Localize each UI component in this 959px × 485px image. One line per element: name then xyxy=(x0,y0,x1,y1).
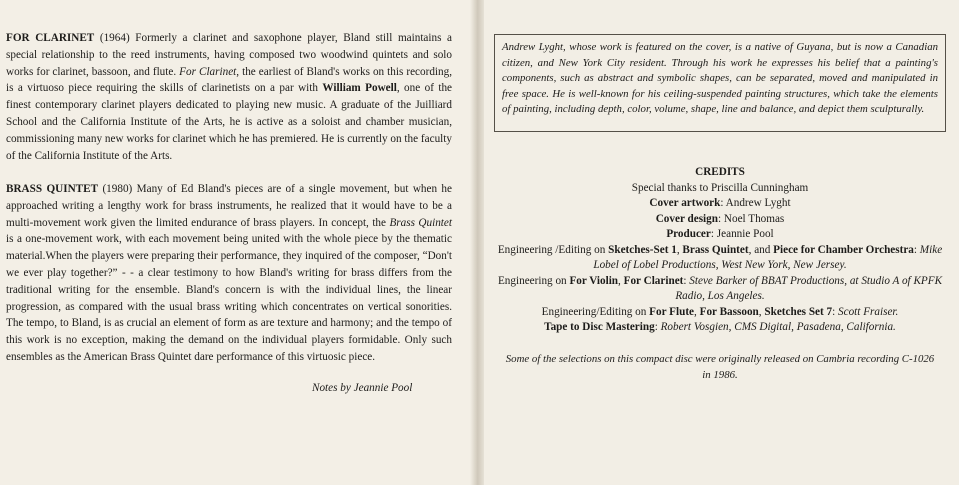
credit-label: Cover artwork xyxy=(649,197,721,209)
brass-text-1: (1980) Many of Ed Bland's pieces are of a single movement, but when he approached writing a lengthy work for brass instruments, he realized that it would have to be a multi-movement work given the limited endurance of brass players. In concept, the xyxy=(6,183,452,229)
credit-text: , xyxy=(676,243,683,256)
credits-heading: CREDITS xyxy=(695,166,745,178)
credit-text: Engineering/Editing on xyxy=(541,305,650,318)
brass-paragraph xyxy=(6,181,452,366)
credit-producer xyxy=(492,227,948,243)
credit-value: : Andrew Lyght xyxy=(720,197,791,209)
cover-artist-note: Andrew Lyght, whose work is featured on the cover, is a native of Guyana, but is now a Canadian citizen, and New York City resident. Through his work he expresses his belief that a painting's components, such as abstract and symbolic shapes, can be separated, moved and manipulated in free space. He is well-known for his ceiling-suspended painting structures, which take the elements of painting, including depth, color, volume, shape, line and balance, and depict them sculpturally. xyxy=(494,34,946,132)
credit-label: Tape to Disc Mastering xyxy=(544,321,655,333)
credit-work: For Violin xyxy=(569,274,619,287)
right-page xyxy=(484,0,959,485)
clarinet-work-title: For Clarinet xyxy=(179,65,237,78)
credits-section xyxy=(492,165,948,336)
credit-engineering-3 xyxy=(492,305,948,321)
credit-work: Sketches Set 7 xyxy=(764,305,833,318)
clarinet-text-1: (1964) Formerly a clarinet and saxophone player, Bland still maintains a special relationship to the reed instruments, having composed two woodwind quintets and solo works for clarinet, bassoon, and flute. xyxy=(6,32,452,78)
credit-work: Brass Quintet xyxy=(682,243,749,256)
credit-engineer: Mike Lobel of Lobel Productions, West New York, New Jersey. xyxy=(593,243,943,271)
credit-work: For Flute xyxy=(649,305,695,318)
booklet-spine xyxy=(470,0,484,485)
credit-text: , xyxy=(758,305,765,318)
credit-text: : xyxy=(683,274,690,287)
left-page xyxy=(0,0,470,485)
credit-mastering xyxy=(492,320,948,336)
credit-text: , xyxy=(694,305,700,318)
brass-work-title: Brass Quintet xyxy=(389,216,452,229)
clarinet-text-3: , one of the finest contemporary clarinet players dedicated to playing new music. A graduate of the Juilliard School and the California Institute of the Arts, he is active as a soloist and chamber musician, commissioning many new works for clarinet which he has premiered. He is currently on the faculty of the California Institute of the Arts. xyxy=(6,82,452,162)
credit-engineering-2 xyxy=(492,274,948,305)
brass-text-2: is a one-movement work, with each movement being united with the whole piece by the thematic material.When the players were preparing their performance, they inquired of the composer, “Don't we ever play together?” - - a clear testimony to how Bland's writing for brass differs from the traditional writing for the ensemble. Bland's concern is with the individual lines, the linear progression, as compared with the usual brass writing which concentrates on vertical sonorities. The tempo, to Bland, is as crucial an element of form as are texture and harmony; and the tempo of this work is no exception, making the demand on the individual players formidable. Only such ensembles as the American Brass Quintet dare performance of this virtuosic piece. xyxy=(6,233,452,363)
credit-text: : xyxy=(913,243,920,256)
credit-value: : Jeannie Pool xyxy=(710,228,774,240)
credit-engineering-1 xyxy=(492,243,948,274)
credit-engineer: Robert Vosgien, CMS Digital, Pasadena, California. xyxy=(660,321,896,333)
credit-engineer: Steve Barker of BBAT Productions, at Studio A of KPFK Radio, Los Angeles. xyxy=(675,274,943,302)
credit-label: Producer xyxy=(666,228,711,240)
credit-work: Piece for Chamber Orchestra xyxy=(773,243,914,256)
clarinet-text-2: , the earliest of Bland's works on this recording, is a virtuoso piece requiring the skills of clarinetists on a par with xyxy=(6,65,453,95)
brass-heading: BRASS QUINTET xyxy=(6,183,99,195)
credit-text: : xyxy=(832,305,839,318)
notes-attribution: Notes by Jeannie Pool xyxy=(312,382,413,394)
credits-thanks: Special thanks to Priscilla Cunningham xyxy=(631,181,809,194)
credit-text: , xyxy=(618,274,624,287)
credit-text: Engineering on xyxy=(497,274,570,287)
credit-text: Engineering /Editing on xyxy=(497,243,609,256)
credit-engineer: Scott Fraiser. xyxy=(838,305,899,318)
credit-work: For Clarinet xyxy=(623,274,684,287)
credit-cover-artwork xyxy=(492,196,948,212)
clarinet-paragraph xyxy=(6,30,452,164)
credit-text: , and xyxy=(748,243,774,256)
credit-work: For Bassoon xyxy=(699,305,759,318)
clarinet-heading: FOR CLARINET xyxy=(6,32,95,44)
credit-value: : Noel Thomas xyxy=(717,212,785,225)
release-note: Some of the selections on this compact disc were originally released on Cambria recording C-1026 in 1986. xyxy=(505,353,935,381)
credit-work: Sketches-Set 1 xyxy=(608,243,677,256)
credit-label: Cover design xyxy=(655,212,718,225)
clarinetist-name: William Powell xyxy=(322,82,397,95)
credit-cover-design xyxy=(492,212,948,228)
credit-text: : xyxy=(654,321,661,333)
